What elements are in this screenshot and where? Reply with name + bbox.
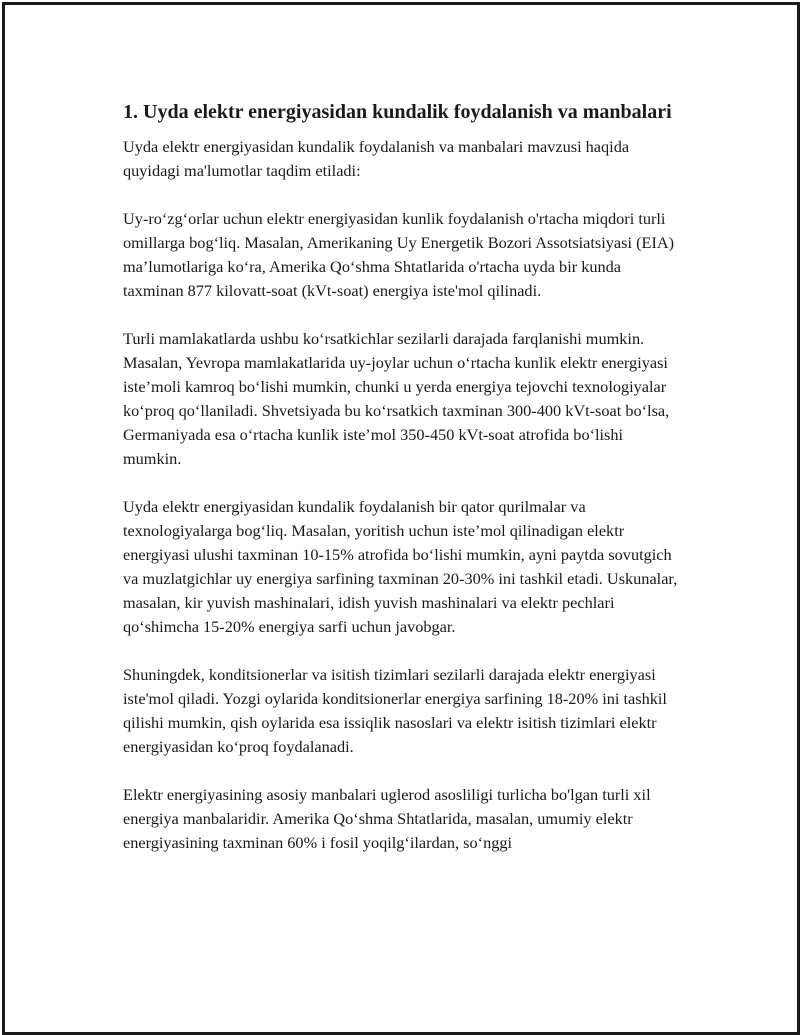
paragraph-appliance-share: Uyda elektr energiyasidan kundalik foydalanish bir qator qurilmalar va texnologiyalarga bog‘liq. Masalan, yoritish uchun iste’mol qilinadigan elektr energiyasi ulushi taxminan 10-15% atrofida bo‘lishi mumkin, ayni paytda sovutgich va muzlatgichlar uy energiya sarfining taxminan 20-30% ini tashkil etadi. Uskunalar, masalan, kir yuvish mashinalari, idish yuvish mashinalari va elektr pechlari qo‘shimcha 15-20% energiya sarfi uchun javobgar. [123,497,678,636]
paragraph-household-usage: Uy-ro‘zg‘orlar uchun elektr energiyasidan kunlik foydalanish o'rtacha miqdori turli omillarga bog‘liq. Masalan, Amerikaning Uy Energetik Bozori Assotsiatsiyasi (EIA) ma’lumotlariga ko‘ra, Amerika Qo‘shma Shtatlarida o'rtacha uyda bir kunda taxminan 877 kilovatt-soat (kVt-soat) energiya iste'mol qilinadi. [123,209,675,300]
page-frame [2,2,800,1035]
paragraph-intro: Uyda elektr energiyasidan kundalik foydalanish va manbalari mavzusi haqida quyidagi ma'lumotlar taqdim etiladi: [123,137,630,180]
paragraph-country-comparison: Turli mamlakatlarda ushbu ko‘rsatkichlar sezilarli darajada farqlanishi mumkin. Masalan, Yevropa mamlakatlarida uy-joylar uchun o‘rtacha kunlik elektr energiyasi iste’moli kamroq bo‘lishi mumkin, chunki u yerda energiya tejovchi texnologiyalar ko‘proq qo‘llaniladi. Shvetsiyada bu ko‘rsatkich taxminan 300-400 kVt-soat bo‘lsa, Germaniyada esa o‘rtacha kunlik iste’mol 350-450 kVt-soat atrofida bo‘lishi mumkin. [123,329,670,468]
document-body [123,97,683,855]
section-heading: 1. Uyda elektr energiyasidan kundalik foydalanish va manbalari [123,101,672,123]
paragraph-energy-sources: Elektr energiyasining asosiy manbalari uglerod asosliligi turlicha bo'lgan turli xil energiya manbalaridir. Amerika Qo‘shma Shtatlarida, masalan, umumiy elektr energiyasining taxminan 60% i fosil yoqilg‘ilardan, so‘nggi [123,785,651,852]
paragraph-heating-cooling: Shuningdek, konditsionerlar va isitish tizimlari sezilarli darajada elektr energiyasi iste'mol qiladi. Yozgi oylarida konditsionerlar energiya sarfining 18-20% ini tashkil qilishi mumkin, qish oylarida esa issiqlik nasoslari va elektr isitish tizimlari elektr energiyasidan ko‘proq foydalanadi. [123,665,667,756]
